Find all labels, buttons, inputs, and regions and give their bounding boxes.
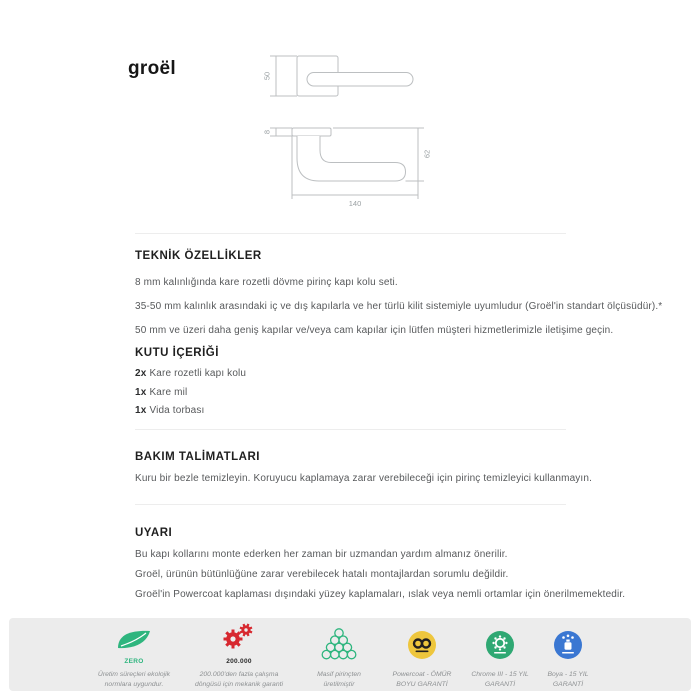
divider <box>135 233 566 234</box>
badge-paint-warranty <box>512 629 624 690</box>
dim-label-8: 8 <box>262 129 272 135</box>
powercoat-infinity-icon <box>407 630 437 665</box>
badge-caption: Powercoat - ÖMÜR BOYU GARANTİ <box>392 671 452 689</box>
technical-line: 8 mm kalınlığında kare rozetli dövme pirinç kapı kolu seti. <box>135 277 398 288</box>
warning-line: Groël'in Powercoat kaplaması dışındaki yüzey kaplamaları, ıslak veya nemli ortamlar için önerilmemektedir. <box>135 589 626 600</box>
care-line: Kuru bir bezle temizleyin. Koruyucu kaplamaya zarar verebileceği için pirinç temizleyici kullanmayın. <box>135 473 592 484</box>
section-title-warning: UYARI <box>135 527 173 539</box>
box-item <box>135 368 246 379</box>
badge-caption: Üretim süreçleri ekolojik normlara uygundur. <box>97 671 171 689</box>
box-item-label: Kare mil <box>149 387 188 398</box>
certification-band <box>9 618 691 691</box>
section-title-care: BAKIM TALİMATLARI <box>135 451 260 463</box>
badge-eco <box>78 629 190 690</box>
dim-label-140: 140 <box>348 199 362 208</box>
badge-mechanical-warranty <box>183 629 295 690</box>
chrome-badge-icon <box>485 630 515 665</box>
box-item-qty: 1x <box>135 387 147 398</box>
technical-drawing <box>253 42 453 212</box>
badge-caption: Boya - 15 YIL GARANTİ <box>547 671 589 689</box>
badge-caption: Masif pirinçten üretilmiştir <box>317 671 361 689</box>
section-title-box-contents: KUTU İÇERİĞİ <box>135 347 219 359</box>
box-item <box>135 405 204 416</box>
technical-line: 35-50 mm kalınlık arasındaki iç ve dış kapılarla ve her türlü kilit sistemiyle uyumludur (Groël'in standart ölçüsüdür).* <box>135 301 663 312</box>
badge-icon-label: 200.000 <box>226 658 252 665</box>
divider <box>135 429 566 430</box>
brand-logo: groël <box>128 58 176 79</box>
eco-leaf-icon <box>116 627 152 656</box>
box-item-label: Vida torbası <box>149 405 205 416</box>
warning-line: Bu kapı kollarını monte ederken her zaman bir uzmandan yardım almanız önerilir. <box>135 549 508 560</box>
badge-caption: Chrome III - 15 YIL GARANTİ <box>471 671 529 689</box>
box-item-label: Kare rozetli kapı kolu <box>149 368 247 379</box>
dim-label-50: 50 <box>262 71 272 81</box>
box-item-qty: 2x <box>135 368 147 379</box>
dim-label-62: 62 <box>422 149 432 159</box>
technical-line: 50 mm ve üzeri daha geniş kapılar ve/veya cam kapılar için lütfen müşteri hizmetlerimizle iletişime geçin. <box>135 325 614 336</box>
mechanical-gears-icon <box>219 621 259 656</box>
divider <box>135 504 566 505</box>
badge-caption: 200.000'den fazla çalışma döngüsü için mekanik garanti <box>194 671 284 689</box>
section-title-technical: TEKNİK ÖZELLİKLER <box>135 250 262 262</box>
box-item <box>135 387 187 398</box>
paint-badge-icon <box>553 630 583 665</box>
brass-pyramid-icon <box>319 628 359 665</box>
warning-line: Groël, ürünün bütünlüğüne zarar verebilecek hatalı montajlardan sorumlu değildir. <box>135 569 509 580</box>
badge-icon-label: ZERO <box>124 658 144 665</box>
box-item-qty: 1x <box>135 405 147 416</box>
